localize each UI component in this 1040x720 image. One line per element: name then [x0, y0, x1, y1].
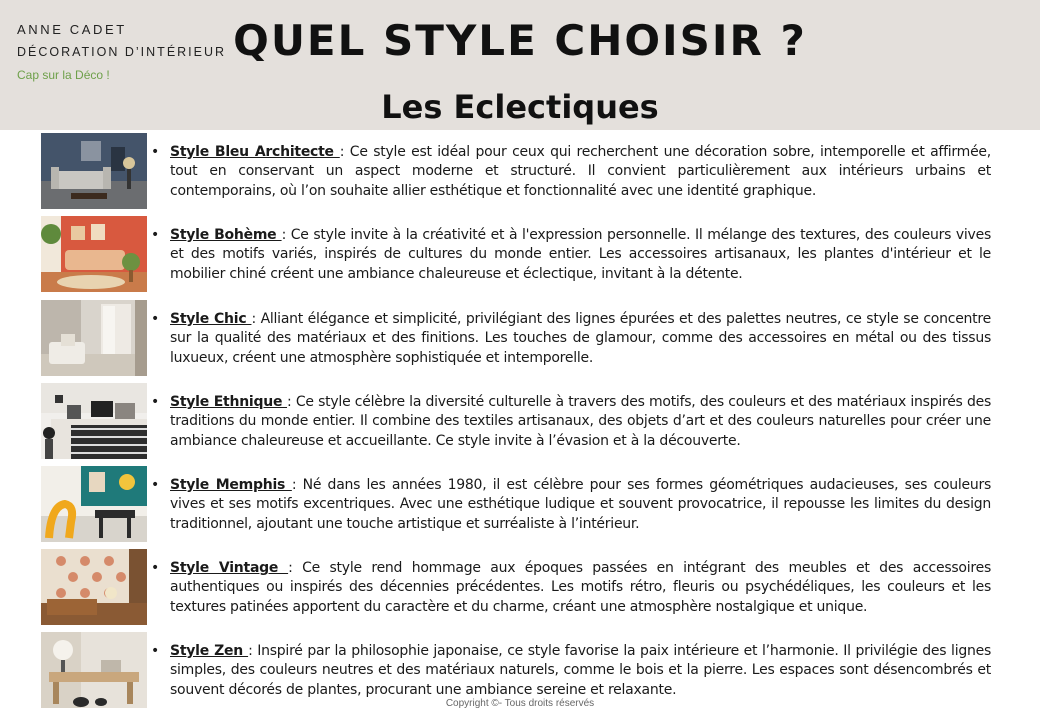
style-description [170, 642, 991, 700]
ethnic-bedroom-photo [41, 383, 147, 459]
style-description [170, 310, 991, 368]
style-text: : Ce style célèbre la diversité culturelle à travers des motifs, des couleurs et des matériaux inspirés des traditions du monde entier. Il combine des textiles artisanaux, des objets d’art et des couleurs naturelles pour créer une ambiance chaleureuse et accueillante. Ce style invite à l’évasion et à la découverte. [170, 394, 992, 449]
blue-living-room-photo [41, 133, 147, 209]
bullet: • [151, 394, 160, 410]
list-item [0, 466, 1040, 544]
style-name: Style Bleu Architecte [170, 144, 340, 160]
style-description [170, 143, 991, 201]
memphis-room-photo [41, 466, 147, 542]
header-banner [0, 0, 1040, 130]
style-text: : Inspiré par la philosophie japonaise, ce style favorise la paix intérieure et l’harmonie. Il privilégie des lignes simples, des couleurs neutres et des matériaux naturels, comme le bois et la pierre. Les espaces sont désencombrés et souvent décorés de plantes, procurant une ambiance sereine et relaxante. [170, 643, 991, 698]
style-description [170, 476, 991, 534]
style-name: Style Ethnique [170, 394, 288, 410]
brand-subtitle: DÉCORATION D’INTÉRIEUR [17, 45, 227, 59]
bullet: • [151, 477, 160, 493]
bullet: • [151, 643, 160, 659]
vintage-room-photo [41, 549, 147, 625]
style-name: Style Zen [170, 643, 249, 659]
list-item [0, 549, 1040, 627]
style-description [170, 226, 991, 284]
list-item [0, 216, 1040, 294]
bullet: • [151, 560, 160, 576]
style-text: : Alliant élégance et simplicité, privilégiant des lignes épurées et des palettes neutres, ce style se concentre sur la qualité des matériaux et des finitions. Les touches de glamour, comme des accessoires en métal ou des tissus luxueux, créent une atmosphère sophistiquée et intemporelle. [170, 311, 991, 366]
copyright-footer: Copyright ©- Tous droits réservés [445, 698, 595, 709]
style-name: Style Bohème [170, 227, 282, 243]
style-name: Style Vintage [170, 560, 289, 576]
style-description [170, 559, 991, 617]
page-title: QUEL STYLE CHOISIR ? [233, 16, 807, 65]
bullet: • [151, 227, 160, 243]
style-text: : Ce style est idéal pour ceux qui recherchent une décoration sobre, intemporelle et affirmée, tout en conservant un aspect moderne et structuré. Il convient particulièrement aux intérieurs urbains et contemporains, où l’on souhaite allier esthétique et fonctionnalité avec une identité graphique. [170, 144, 991, 199]
style-name: Style Memphis [170, 477, 292, 493]
list-item [0, 383, 1040, 461]
zen-room-photo [41, 632, 147, 708]
bullet: • [151, 311, 160, 327]
bullet: • [151, 144, 160, 160]
brand-name: ANNE CADET [17, 22, 127, 37]
style-description [170, 393, 991, 451]
style-text: : Ce style invite à la créativité et à l'expression personnelle. Il mélange des textures, des couleurs vives et des motifs variés, inspirés de cultures du monde entier. Les accessoires artisanaux, les plantes d'intérieur et le mobilier chiné créent une ambiance chaleureuse et éclectique, invitant à la détente. [170, 227, 992, 282]
style-name: Style Chic [170, 311, 252, 327]
boho-living-room-photo [41, 216, 147, 292]
style-text: : Ce style rend hommage aux époques passées en intégrant des meubles et des accessoires authentiques ou inspirés des décennies précédentes. Les motifs rétro, fleuris ou psychédéliques, les couleurs et les textures patinées apportent du caractère et du charme, créant une atmosphère nostalgique et unique. [170, 560, 991, 615]
chic-room-photo [41, 300, 147, 376]
list-item [0, 300, 1040, 378]
style-text: : Né dans les années 1980, il est célèbre pour ses formes géométriques audacieuses, ses couleurs vives et ses motifs excentriques. Avec une esthétique ludique et souvent provocatrice, il repousse les limites du design traditionnel, ajoutant une touche artistique et surréaliste à l’intérieur. [170, 477, 992, 532]
brand-tagline: Cap sur la Déco ! [17, 68, 110, 82]
list-item [0, 133, 1040, 211]
page-subtitle: Les Eclectiques [381, 88, 659, 126]
